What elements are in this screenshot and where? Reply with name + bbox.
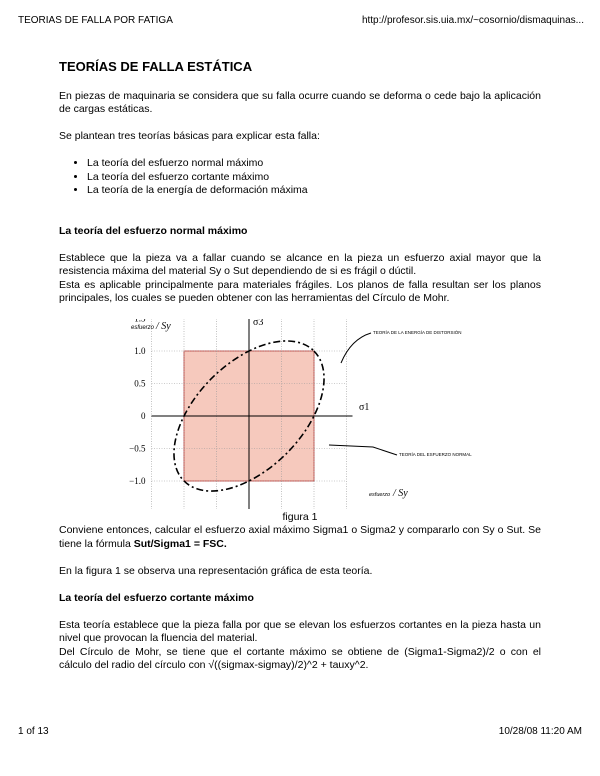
page-number: 1 of 13: [18, 726, 49, 737]
y-tick-label: 0: [141, 410, 146, 421]
section1-heading: La teoría del esfuerzo normal máximo: [59, 224, 248, 237]
y-tick-label: 1.0: [134, 345, 146, 356]
document-body: [59, 60, 541, 673]
page-title: TEORÍAS DE FALLA ESTÁTICA: [59, 59, 253, 74]
list-item: • La teoría del esfuerzo cortante máximo: [87, 171, 541, 185]
paragraph-text: Conviene entonces, calcular el esfuerzo axial máximo Sigma1 o Sigma2 y compararlo con Sy o Sut. Se tiene la fórmula: [59, 524, 541, 550]
section1-paragraph-1: Establece que la pieza va a fallar cuando se alcance en la pieza un esfuerzo axial mayor que la resistencia máxima del material Sy o Sut dependiendo de si es frágil o dúctil.: [59, 251, 541, 277]
section1-paragraph-4: En la figura 1 se observa una representación gráfica de esta teoría.: [59, 564, 373, 577]
sigma3-label: σ3: [253, 318, 264, 328]
intro-paragraph: En piezas de maquinaria se considera que su falla ocurre cuando se deforma o cede bajo la aplicación de cargas estáticas.: [59, 89, 541, 115]
header-url[interactable]: http://profesor.sis.uia.mx/~cosornio/dismaquinas...: [361, 15, 584, 26]
y-tick-label: −1.0: [129, 475, 146, 486]
y-label-word: esfuerzo: [131, 324, 155, 331]
section1-paragraph-3: [59, 524, 541, 551]
y-label-symbol: / Sy: [156, 320, 171, 332]
header-title: TEORIAS DE FALLA POR FATIGA: [18, 15, 173, 26]
section2-paragraph-2: Del Círculo de Mohr, se tiene que el cortante máximo se obtiene de (Sigma1-Sigma2)/2 o con el cálculo del radio del círculo con √((sigmax-sigmay)/2)^2 + tauxy^2.: [59, 645, 541, 671]
y-tick-label: [129, 508, 146, 509]
y-tick-label: −0.5: [129, 443, 146, 453]
formula: Sut/Sigma1 = FSC.: [133, 537, 227, 550]
theories-intro: Se plantean tres teorías básicas para explicar esta falla:: [59, 130, 320, 142]
y-tick-label: 0.5: [134, 378, 146, 388]
section2-paragraph-1: Esta teoría establece que la pieza falla por que se elevan los esfuerzos cortantes en la pieza hasta un nivel que provocan la fluencia del material.: [59, 618, 541, 644]
x-label-word: esfuerzo: [369, 491, 391, 498]
print-datetime: 10/28/08 11:20 AM: [498, 726, 582, 737]
distortion-leader-line: [341, 333, 371, 363]
x-label-symbol: / Sy: [393, 487, 408, 499]
y-tick-label: [134, 319, 146, 324]
section2-heading: La teoría del esfuerzo cortante máximo: [59, 591, 254, 604]
normal-leader-line: [329, 445, 397, 455]
theories-list: [59, 157, 541, 198]
sigma1-label: σ1: [359, 401, 370, 413]
list-item: • La teoría del esfuerzo normal máximo: [87, 157, 541, 171]
failure-diagram: [59, 319, 541, 509]
annotation-normal: TEORÍA DEL ESFUERZO NORMAL: [399, 451, 472, 457]
figure-caption: figura 1: [282, 510, 318, 523]
list-item: • La teoría de la energía de deformación máxima: [87, 184, 541, 198]
section1-paragraph-2: Esta es aplicable principalmente para materiales frágiles. Los planos de falla resultan ser los planos principales, los cuales se pueden obtener con las herramientas del Círculo de Mohr.: [59, 278, 541, 304]
annotation-distortion: TEORÍA DE LA ENERGÍA DE DISTORSIÓN: [373, 329, 462, 335]
figure-1: [59, 319, 541, 509]
